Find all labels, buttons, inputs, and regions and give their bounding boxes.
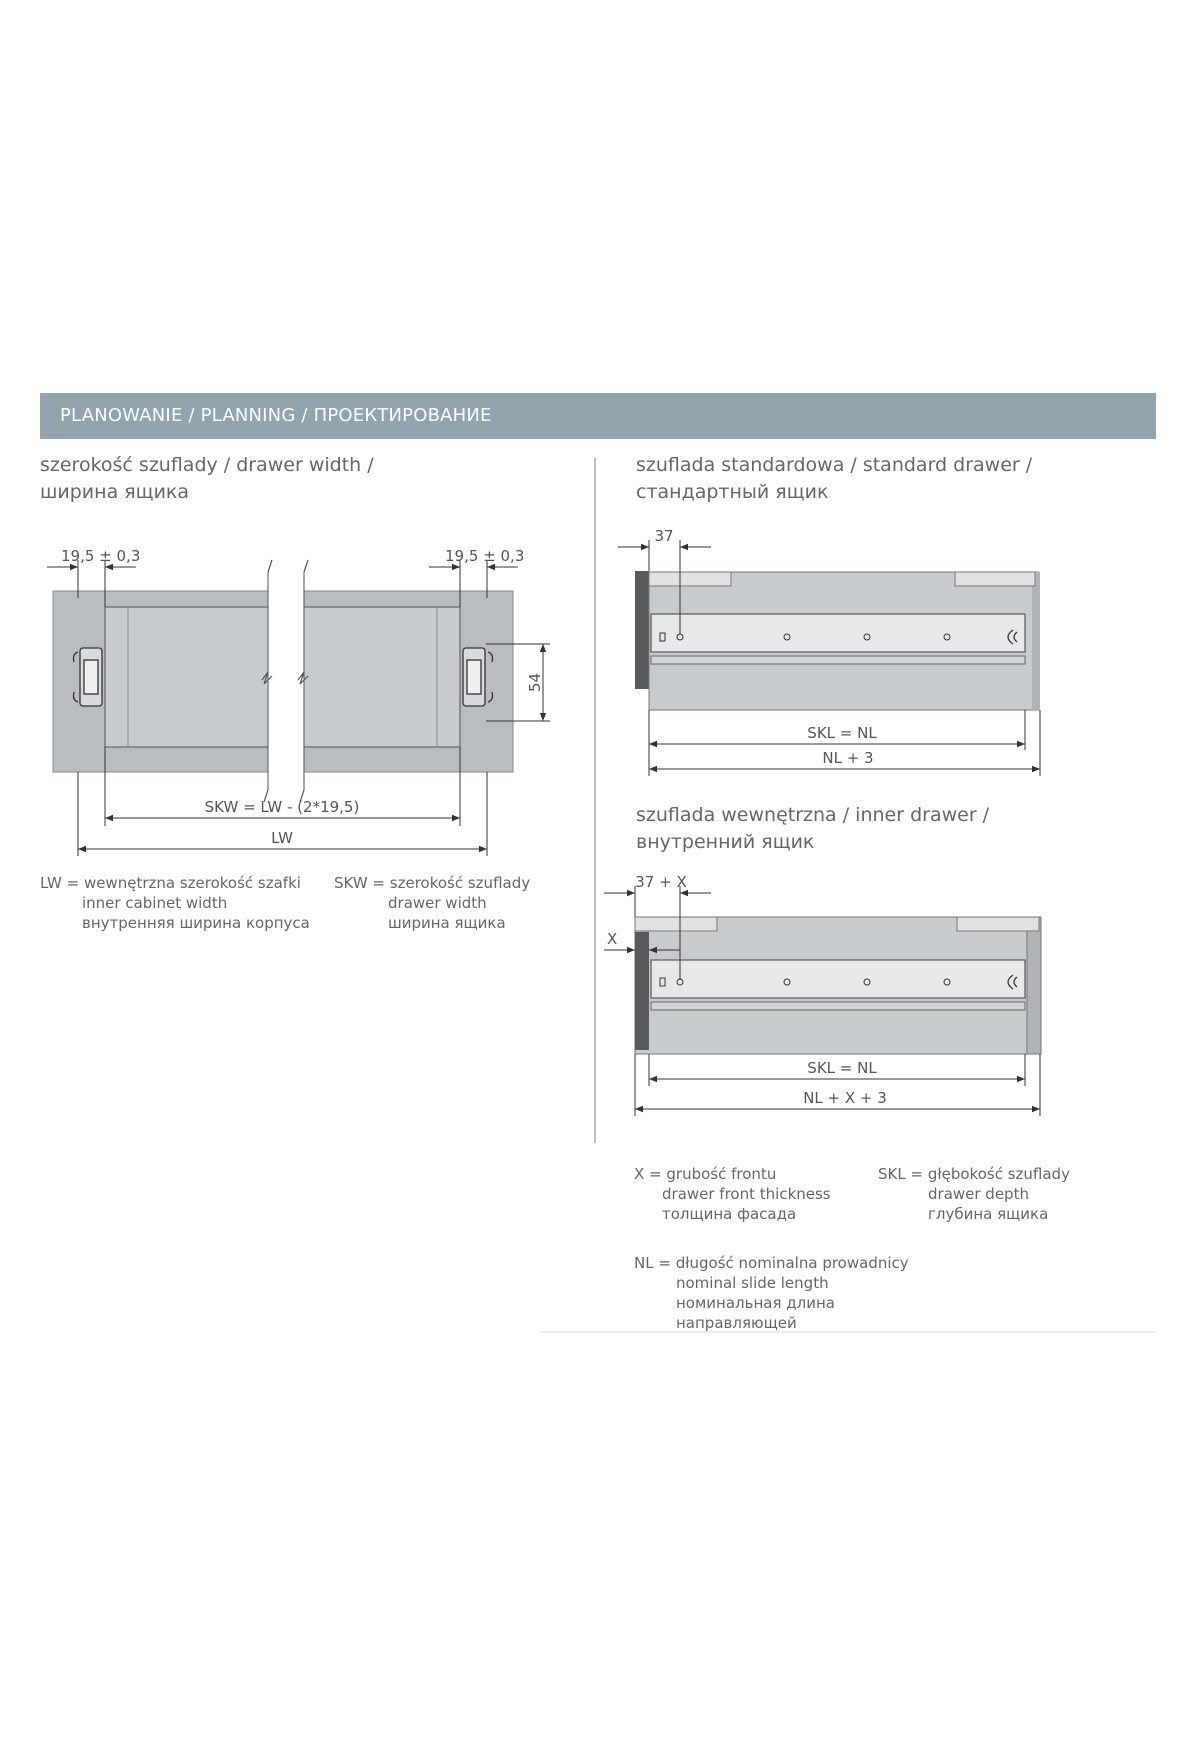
legend-x-ru: толщина фасада	[662, 1205, 797, 1223]
legend-skl-pl: głębokość szuflady	[927, 1165, 1070, 1183]
legend-x	[634, 1164, 831, 1224]
legend-x-pl: grubość frontu	[666, 1165, 777, 1183]
standard-drawer-heading-line2: стандартный ящик	[636, 481, 829, 503]
standard-slide-rail	[651, 614, 1025, 652]
break-gap	[268, 568, 304, 793]
inner-drawer-heading-line2: внутренний ящик	[636, 831, 815, 853]
legend-nl-ru1: номинальная длина	[676, 1294, 835, 1312]
standard-dim-skl: SKL = NL	[807, 724, 877, 742]
inner-drawer-front	[635, 932, 649, 1050]
standard-dim-total: NL + 3	[822, 749, 874, 767]
legend-skl	[878, 1164, 1070, 1224]
legend-nl	[634, 1253, 909, 1333]
inner-dim-top: 37 + X	[635, 873, 687, 891]
legend-skl-en: drawer depth	[928, 1185, 1029, 1203]
legend-skw-en: drawer width	[388, 894, 487, 912]
inner-dim-total: NL + X + 3	[803, 1089, 887, 1107]
legend-nl-pl: długość nominalna prowadnicy	[675, 1254, 909, 1272]
legend-lw-ru: внутренняя ширина корпуса	[82, 914, 310, 932]
standard-drawer-heading-line1: szuflada standardowa / standard drawer /	[636, 454, 1033, 476]
inner-slide-rail	[651, 960, 1025, 998]
inner-dim-x: X	[607, 930, 618, 948]
legend-skw-pl: szerokość szuflady	[389, 874, 531, 892]
legend-skl-key: SKL =	[878, 1165, 924, 1183]
section-banner: PLANOWANIE / PLANNING / ПРОЕКТИРОВАНИЕ	[40, 393, 1156, 439]
legend-nl-key: NL =	[634, 1254, 671, 1272]
dim-slide-height: 54	[526, 672, 544, 692]
standard-drawer-front	[635, 571, 649, 689]
standard-dim-top: 37	[654, 527, 674, 545]
legend-lw	[40, 873, 310, 933]
legend-lw-pl: wewnętrzna szerokość szafki	[83, 874, 301, 892]
legend-lw-en: inner cabinet width	[82, 894, 228, 912]
dim-skw: SKW = LW - (2*19,5)	[204, 798, 360, 816]
legend-lw-key: LW =	[40, 874, 80, 892]
inner-drawer-drawing	[604, 873, 1041, 1116]
dim-right-side: 19,5 ± 0,3	[445, 547, 525, 565]
legend-skl-ru: глубина ящика	[928, 1205, 1049, 1223]
legend-skw-ru: ширина ящика	[388, 914, 506, 932]
legend-nl-ru2: направляющей	[676, 1314, 797, 1332]
dim-left-side: 19,5 ± 0,3	[61, 547, 141, 565]
drawer-width-heading-line1: szerokość szuflady / drawer width /	[40, 454, 374, 476]
legend-x-key: X =	[634, 1165, 662, 1183]
legend-skw-key: SKW =	[334, 874, 385, 892]
dim-lw: LW	[271, 829, 293, 847]
drawer-width-heading-line2: ширина ящика	[40, 481, 190, 503]
legend-nl-en: nominal slide length	[676, 1274, 829, 1292]
inner-dim-skl: SKL = NL	[807, 1059, 877, 1077]
inner-drawer-heading-line1: szuflada wewnętrzna / inner drawer /	[636, 804, 990, 826]
legend-x-en: drawer front thickness	[662, 1185, 831, 1203]
drawer-width-drawing	[47, 547, 550, 856]
legend-skw	[334, 873, 530, 933]
standard-drawer-drawing	[618, 527, 1040, 776]
